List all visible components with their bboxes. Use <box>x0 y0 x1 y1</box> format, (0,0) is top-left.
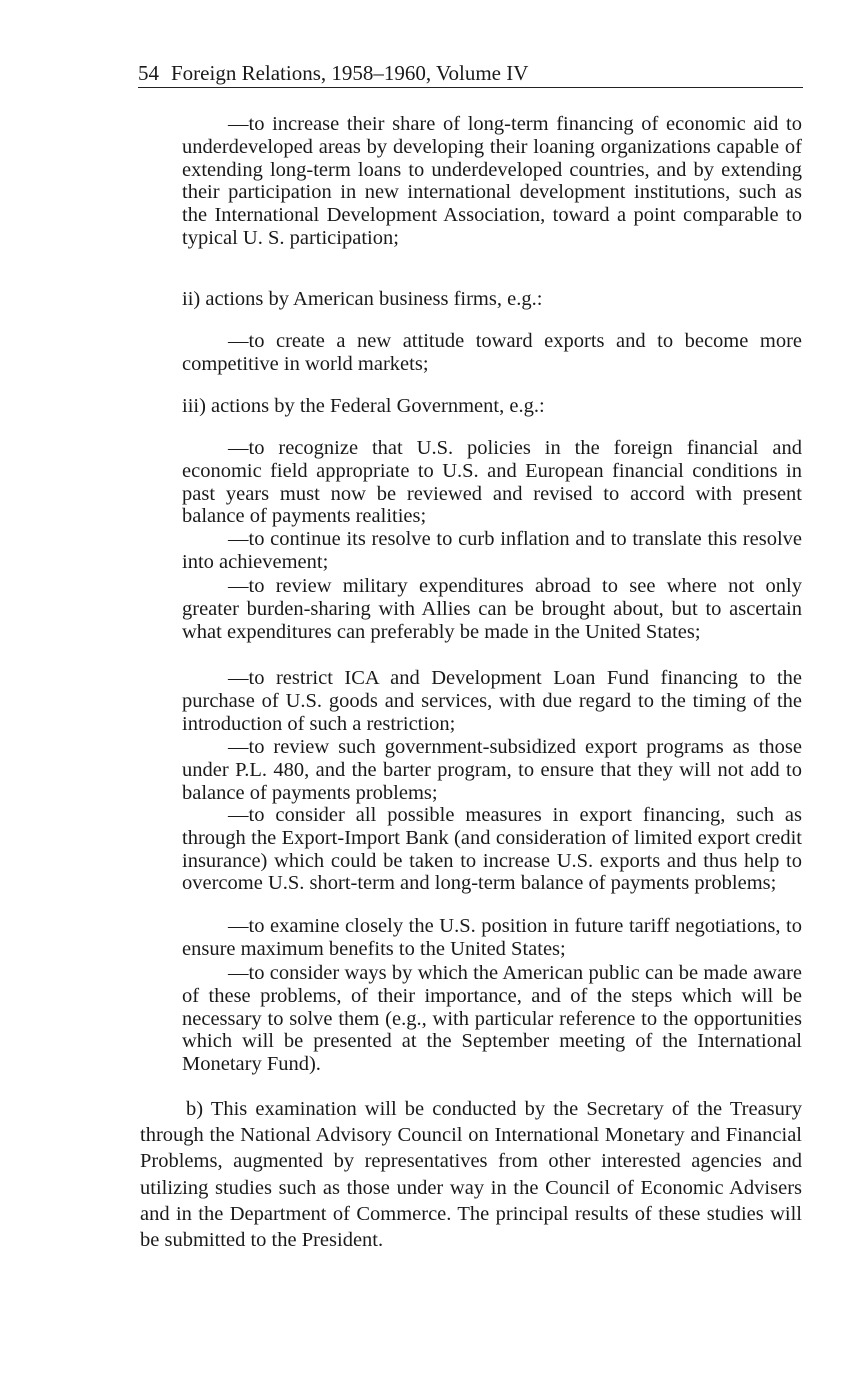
item-export-financing: —to consider all possible measures in export financing, such as through the Export-Import Bank (and consideration of limited export credit insurance) which could be taken to increase U.S. exports and thus help to overcome U.S. short-term and long-term balance of payments problems; <box>182 804 802 895</box>
item-restrict-ica: —to restrict ICA and Development Loan Fund financing to the purchase of U.S. goods and services, with due regard to the timing of the introduction of such a restriction; <box>182 667 802 735</box>
page-number: 54 <box>138 61 159 85</box>
item-roman-iii: iii) actions by the Federal Government, e.g.: <box>182 395 545 417</box>
item-military-expenditures: —to review military expenditures abroad to see where not only greater burden-sharing with Allies can be brought about, but to ascertain what expenditures can preferably be made in the United States; <box>182 575 802 643</box>
volume-title: Foreign Relations, 1958–1960, Volume IV <box>171 61 529 85</box>
item-tariff-negotiations: —to examine closely the U.S. position in future tariff negotiations, to ensure maximum benefits to the United States; <box>182 915 802 960</box>
item-curb-inflation: —to continue its resolve to curb inflation and to translate this resolve into achievement; <box>182 528 802 573</box>
item-subsidized-programs: —to review such government-subsidized export programs as those under P.L. 480, and the barter program, to ensure that they will not add to balance of payments problems; <box>182 736 802 804</box>
item-roman-ii: ii) actions by American business firms, e.g.: <box>182 288 543 310</box>
item-new-attitude: —to create a new attitude toward exports and to become more competitive in world markets; <box>182 330 802 375</box>
item-increase-share: —to increase their share of long-term financing of economic aid to underdeveloped areas by developing their loaning organizations capable of extending long-term loans to underdeveloped countries, and by extending their participation in new international development institutions, such as the International Development Association, toward a point comparable to typical U. S. participation; <box>182 113 802 249</box>
paragraph-b: b) This examination will be conducted by the Secretary of the Treasury through the National Advisory Council on International Monetary and Financial Problems, augmented by representatives from other interested agencies and utilizing studies such as those under way in the Council of Economic Advisers and in the Department of Commerce. The principal results of these studies will be submitted to the President. <box>140 1098 802 1252</box>
item-public-awareness: —to consider ways by which the American public can be made aware of these problems, of their importance, and of the steps which will be necessary to solve them (e.g., with particular reference to the opportunities which will be presented at the September meeting of the International Monetary Fund). <box>182 962 802 1076</box>
item-recognize-policies: —to recognize that U.S. policies in the foreign financial and economic field appropriate to U.S. and European financial conditions in past years must now be reviewed and revised to accord with present balance of payments realities; <box>182 437 802 528</box>
running-header <box>138 59 803 88</box>
